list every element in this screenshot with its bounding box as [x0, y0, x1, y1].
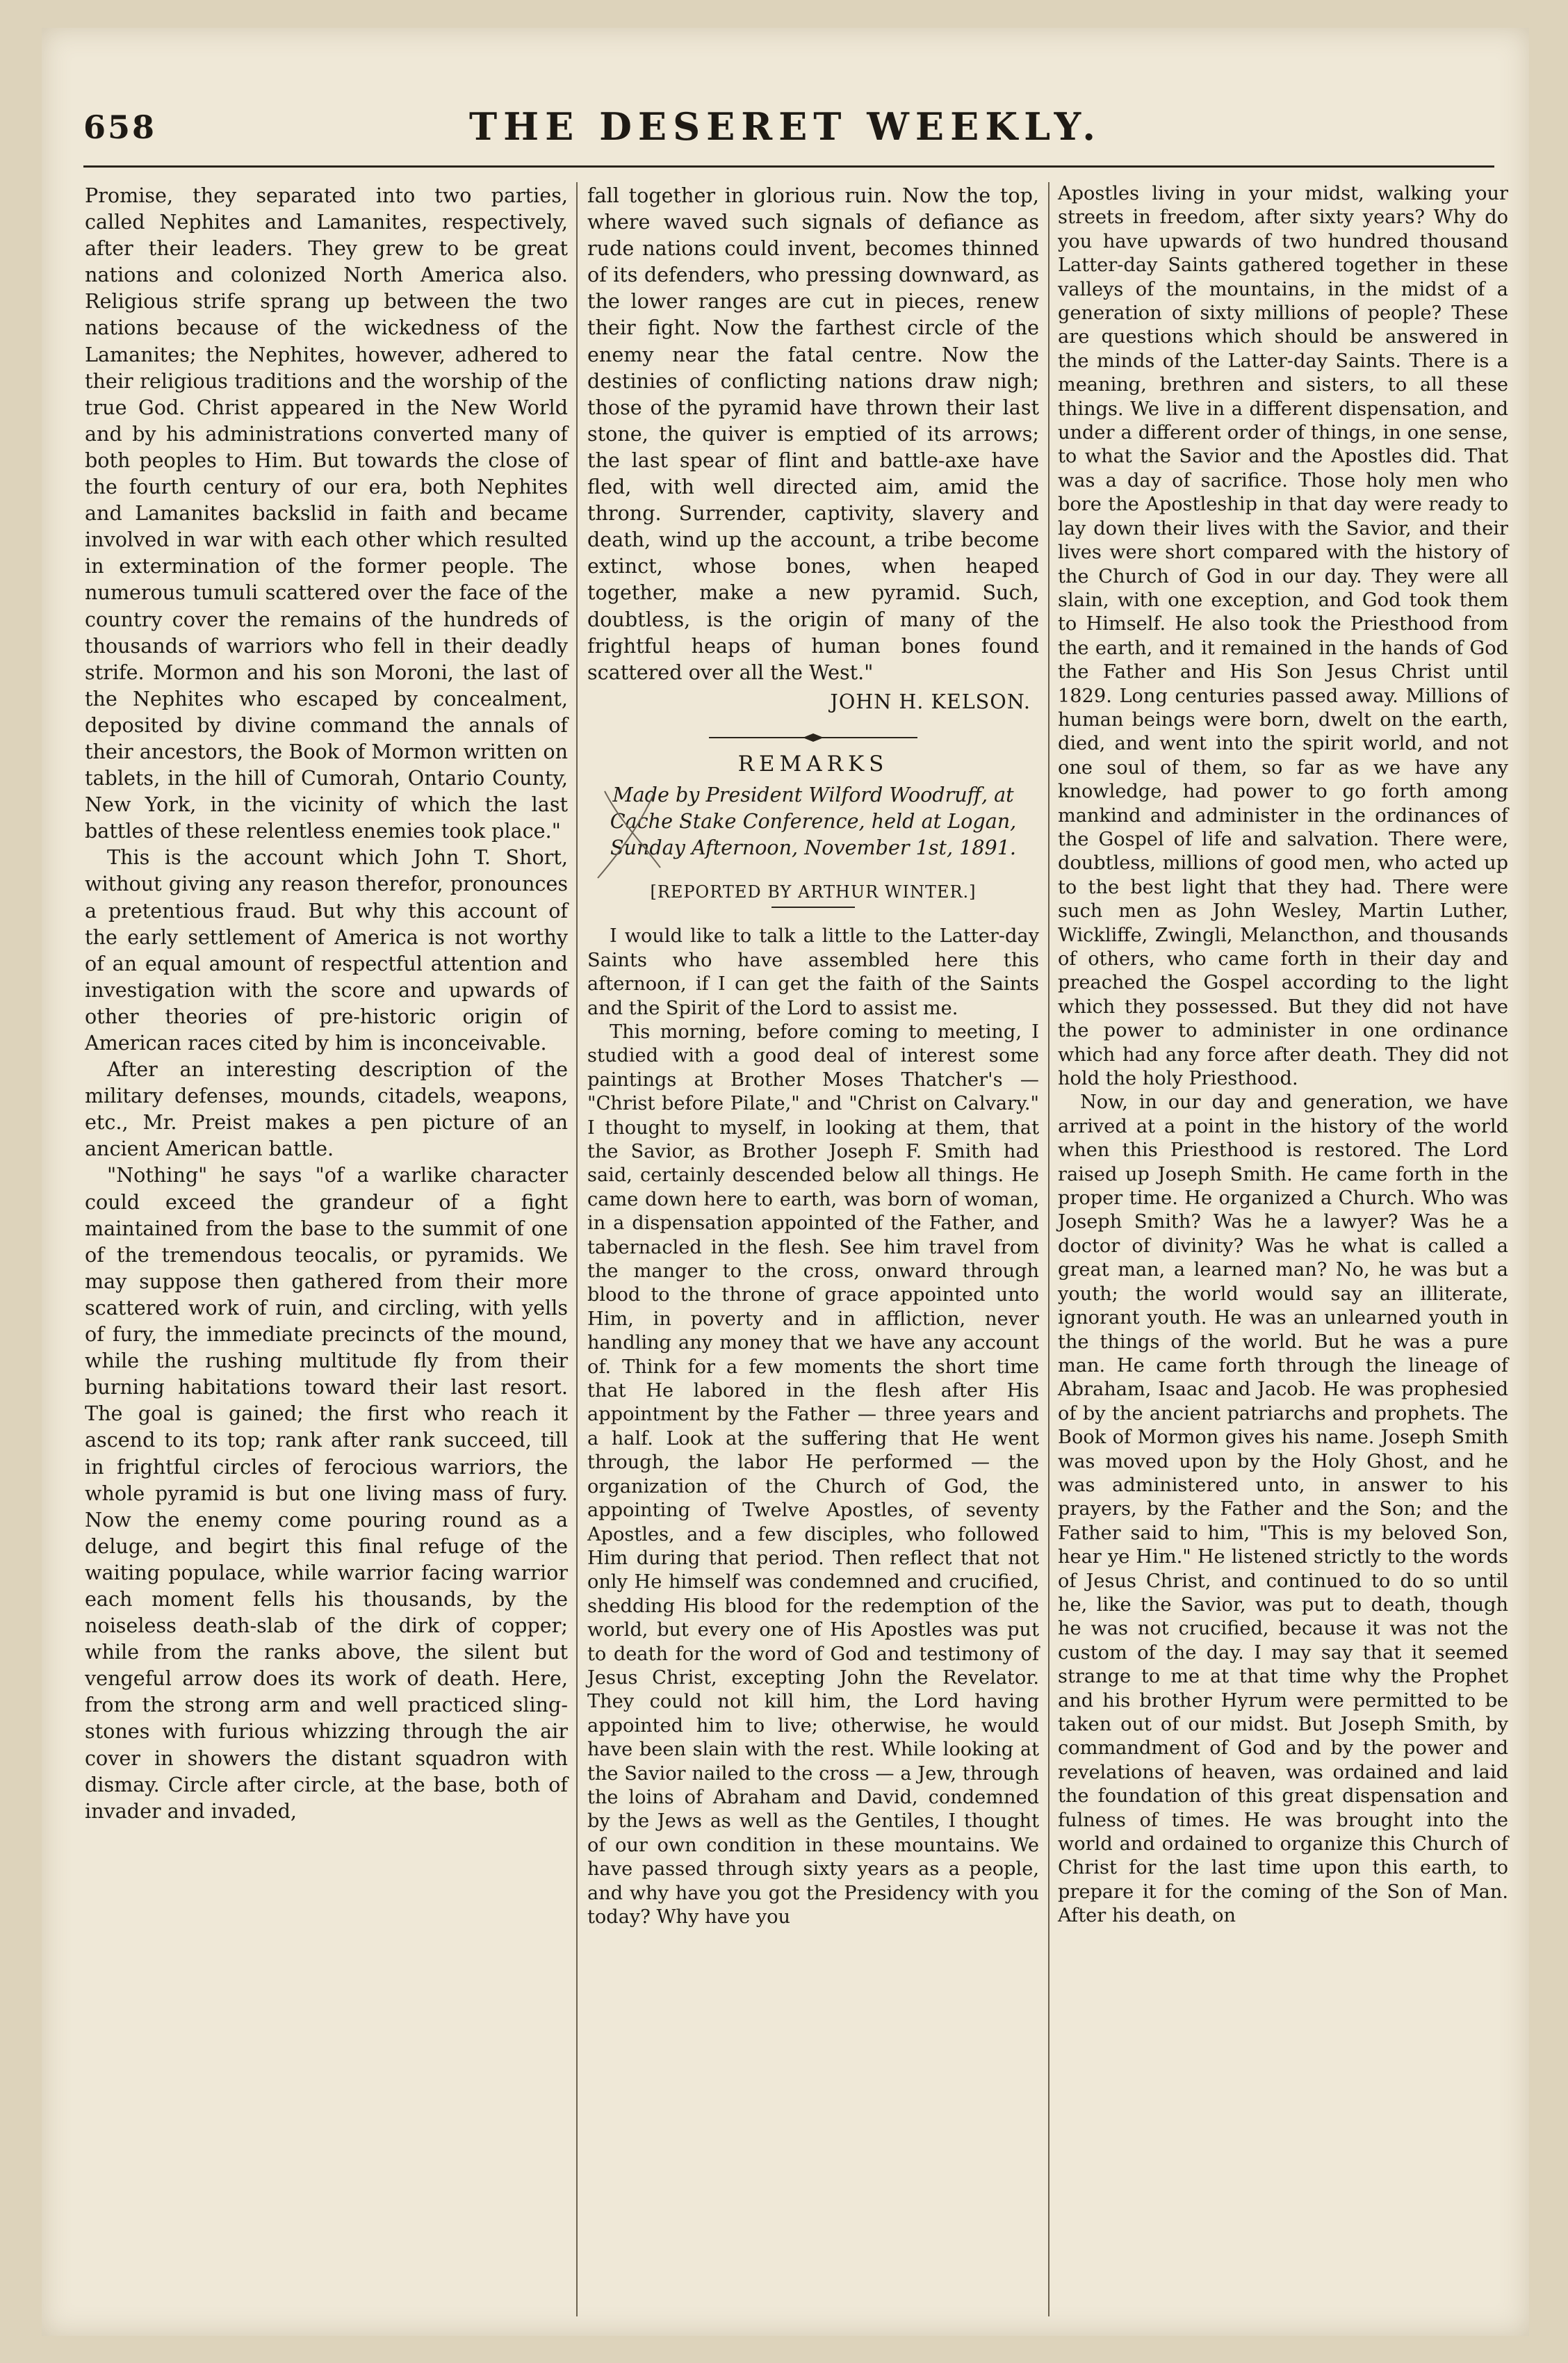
masthead-title: THE DESERET WEEKLY.: [468, 104, 1102, 149]
header-rule: [83, 165, 1494, 168]
article-signature: JOHN H. KELSON.: [830, 689, 1031, 713]
ornamental-rule-icon: [709, 733, 917, 742]
page-number: 658: [83, 108, 157, 146]
column-3: [1058, 182, 1508, 1928]
column2-paragraph: fall together in glorious ruin. Now the top, where waved such signals of defiance as rude nations could invent, becomes thinned of its defenders, who pressing downward, as the lower ranges are cut in pieces, renew their fight. Now the farthest circle of the enemy near the fatal centre. Now the destinies of conflicting nations draw nigh; those of the pyramid have thrown their last stone, the quiver is emptied of its arrows; the last spear of flint and battle-axe have fled, with well directed aim, amid the throng. Surrender, captivity, slavery and death, wind up the account, a tribe become extinct, whose bones, when heaped together, make a new pyramid. Such, doubtless, is the origin of many of the frightful heaps of human bones found scattered over all the West.": [587, 184, 1039, 684]
column3-paragraph: Apostles living in your midst, walking your streets in freedom, after sixty years? Why do you have upwards of two hundred thousand Latter-day Saints gathered together in these valleys of the mountains, in the midst of a generation of sixty millions of people? These are questions which should be answered in the minds of the Latter-day Saints. There is a meaning, brethren and sisters, to all these things. We live in a different dispensation, and under a different order of things, in one sense, to what the Savior and the Apostles did. That was a day of sacrifice. Those holy men who bore the Apostleship in that day were ready to lay down their lives with the Savior, and their lives were short compared with the history of the Church of God in our day. They were all slain, with one exception, and God took them to Himself. He also took the Priesthood from the earth, and it remained in the hands of God the Father and His Son Jesus Christ until 1829. Long centuries passed away. Millions of human beings were born, dwelt on the earth, died, and went into the spirit world, and not one soul of them, so far as we have any knowledge, had power to go forth among mankind and administer in the ordinances of the Gospel of life and salvation. There were, doubtless, millions of good men, who acted up to the best light that they had. There were such men as John Wesley, Martin Luther, Wickliffe, Zwingli, Melancthon, and thousands of others, who came forth in their day and preached the Gospel according to the light which they possessed. But they did not have the power to administer in one ordinance which had any force after death. They did not hold the holy Priesthood.: [1058, 183, 1508, 1090]
column-divider-2: [1048, 182, 1050, 2316]
column-2: [587, 182, 1039, 1929]
column3-paragraph: Now, in our day and generation, we have arrived at a point in the history of the world when this Priesthood is restored. The Lord raised up Joseph Smith. He came forth in the proper time. He organized a Church. Who was Joseph Smith? Was he a lawyer? Was he a doctor of divinity? Was he what is called a great man, a learned man? No, he was but a youth; the world would say an illiterate, ignorant youth. He was an unlearned youth in the things of the world. But he was a pure man. He came forth through the lineage of Abraham, Isaac and Jacob. He was prophesied of by the ancient patriarchs and prophets. The Book of Mormon gives his name. Joseph Smith was moved upon by the Holy Ghost, and he was administered unto, in answer to his prayers, by the Father and the Son; and the Father said to him, "This is my beloved Son, hear ye Him." He listened strictly to the words of Jesus Christ, and continued to do so until he, like the Savior, was put to death, though he was not crucified, because it was not the custom of the day. I may say that it seemed strange to me at that time why the Prophet and his brother Hyrum were permitted to be taken out of our midst. But Joseph Smith, by commandment of God and by the power and revelations of heaven, was ordained and laid the foundation of this great dispensation and fulness of times. He was brought into the world and ordained to organize this Church of Christ for the last time upon this earth, to prepare it for the coming of the Son of Man. After his death, on: [1058, 1091, 1508, 1927]
column1-paragraph: Promise, they separated into two parties, called Nephites and Lamanites, respectively, after their leaders. They grew to be great nations and colonized North America also. Religious strife sprang up between the two nations because of the wickedness of the Lamanites; the Nephites, however, adhered to their religious traditions and the worship of the true God. Christ appeared in the New World and by his administrations converted many of both peoples to Him. But towards the close of the fourth century of our era, both Nephites and Lamanites backslid in faith and became involved in war with each other which resulted in extermination of the former people. The numerous tumuli scattered over the face of the country cover the remains of the hundreds of thousands of warriors who fell in their deadly strife. Mormon and his son Moroni, the last of the Nephites who escaped by concealment, deposited by divine command the annals of their ancestors, the Book of Mormon written on tablets, in the hill of Cumorah, Ontario County, New York, in the vicinity of which the last battles of these relentless enemies took place.": [85, 184, 568, 843]
short-rule: [771, 907, 855, 908]
column-1: [85, 182, 568, 1824]
section-subtitle: Made by President Wilford Woodruff, at Cache Stake Conference, held at Logan, Sunday Afternoon, November 1st, 1891.: [610, 782, 1017, 860]
column1-paragraph: "Nothing" he says "of a warlike character could exceed the grandeur of a fight maintained from the base to the summit of one of the tremendous teocalis, or pyramids. We may suppose then gathered from their more scattered work of ruin, and circling, with yells of fury, the immediate precincts of the mound, while the rushing multitude fly from their burning habitations toward their last resort. The goal is gained; the first who reach it ascend to its top; rank after rank succeed, till in frightful circles of ferocious warriors, the whole pyramid is but one living mass of fury. Now the enemy come pouring round as a deluge, and begirt this final refuge of the waiting populace, while warrior facing warrior each moment fells his thousands, by the noiseless death-slab of the dirk of copper; while from the ranks above, the silent but vengeful arrow does its work of death. Here, from the strong arm and well practiced sling-stones with furious whizzing through the air cover in showers the distant squadron with dismay. Circle after circle, at the base, both of invader and invaded,: [85, 1163, 568, 1823]
reporter-credit: [REPORTED BY ARTHUR WINTER.]: [650, 882, 977, 902]
column2-paragraph: I would like to talk a little to the Latter-day Saints who have assembled here this afternoon, if I can get the faith of the Saints and the Spirit of the Lord to assist me.: [587, 925, 1039, 1019]
pencil-mark-icon: [591, 784, 667, 882]
column-divider-1: [576, 182, 578, 2316]
column1-paragraph: This is the account which John T. Short, without giving any reason therefor, pronounces a pretentious fraud. But why this account of the early settlement of America is not worthy of an equal amount of respectful attention and investigation with the score and upwards of other theories of pre-historic origin of American races cited by him is inconceivable.: [85, 845, 568, 1055]
page-header: [83, 104, 1487, 160]
column1-paragraph: After an interesting description of the military defenses, mounds, citadels, weapons, etc., Mr. Preist makes a pen picture of an ancient American battle.: [85, 1057, 568, 1161]
section-heading: REMARKS: [737, 751, 889, 777]
column2-paragraph: This morning, before coming to meeting, I studied with a good deal of interest some paintings at Brother Moses Thatcher's — "Christ before Pilate," and "Christ on Calvary." I thought to myself, in looking at them, that the Savior, as Brother Joseph F. Smith had said, certainly descended below all things. He came down here to earth, was born of woman, in a dispensation appointed of the Father, and tabernacled in the flesh. See him travel from the manger to the cross, onward through blood to the throne of grace appointed unto Him, in poverty and in affliction, never handling any money that we have any account of. Think for a few moments the short time that He labored in the flesh after His appointment by the Father — three years and a half. Look at the suffering that He went through, the labor He performed — the organization of the Church of God, the appointing of Twelve Apostles, of seventy Apostles, and a few disciples, who followed Him during that period. Then reflect that not only He himself was condemned and crucified, shedding His blood for the redemption of the world, but every one of His Apostles was put to death for the word of God and testimony of Jesus Christ, excepting John the Revelator. They could not kill him, the Lord having appointed him to live; otherwise, he would have been slain with the rest. While looking at the Savior nailed to the cross — a Jew, through the loins of Abraham and David, condemned by the Jews as well as the Gentiles, I thought of our own condition in these mountains. We have passed through sixty years as a people, and why have you got the Presidency with you today? Why have you: [587, 1021, 1039, 1928]
